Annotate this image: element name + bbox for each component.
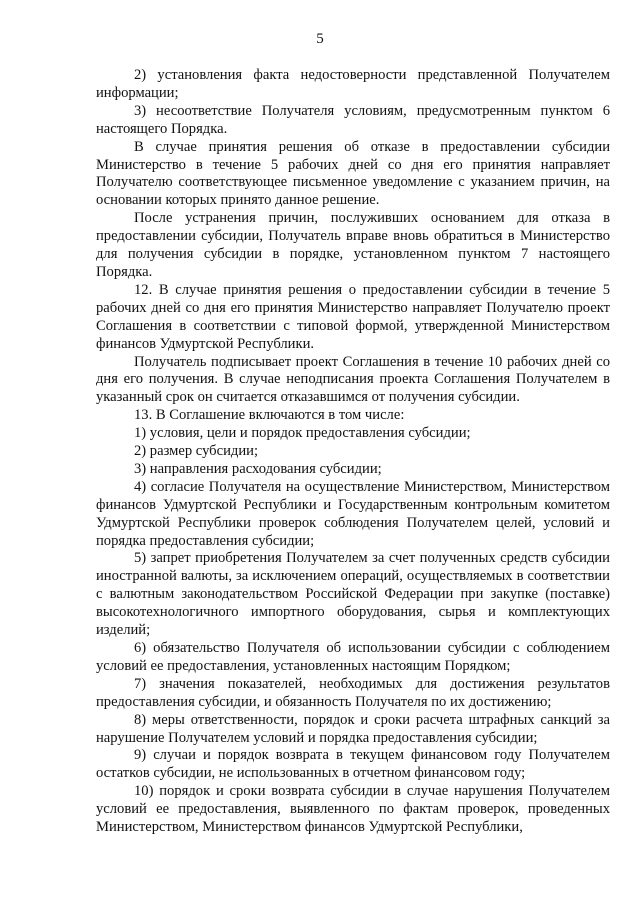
paragraph-item-2: 2) установления факта недостоверности представленной Получателем информации; [96,67,610,101]
page-number: 5 [316,31,324,47]
paragraph-item-3: 3) несоответствие Получателя условиям, предусмотренным пунктом 6 настоящего Порядка. [96,102,610,137]
paragraph-clause-13: 13. В Соглашение включаются в том числе: [134,407,405,424]
list-item-9: 9) случаи и порядок возврата в текущем финансовом году Получателем остатков субсидии, не использованных в отчетном финансовом году; [96,747,610,782]
list-item-5: 5) запрет приобретения Получателем за счет полученных средств субсидии иностранной валюты, за исключением операций, осуществляемых в соответствии с валютным законодательством Российской Федерации при закупке (поставке) высокотехнологичного импортного оборудования, сырья и комплектующих изделий; [96,550,610,639]
body-text [96,67,610,837]
list-item-6: 6) обязательство Получателя об использовании субсидии с соблюдением условий ее предоставления, установленных настоящим Порядком; [96,640,610,674]
list-item-8: 8) меры ответственности, порядок и сроки расчета штрафных санкций за нарушение Получателем условий и порядка предоставления субсидии; [96,711,610,746]
paragraph-signing: Получатель подписывает проект Соглашения в течение 10 рабочих дней со дня его получения. В случае неподписания проекта Соглашения Получателем в указанный срок он считается отказавшимся от получения субсидии. [96,353,610,406]
list-item-3: 3) направления расходования субсидии; [134,460,382,477]
list-item-7: 7) значения показателей, необходимых для достижения результатов предоставления субсидии, и обязанность Получателя по их достижению; [96,675,610,710]
paragraph-refusal-notice: В случае принятия решения об отказе в предоставлении субсидии Министерство в течение 5 рабочих дней со дня его принятия направляет Получателю соответствующее письменное уведомление с указанием причин, на основании которых принято данное решение. [96,138,610,209]
paragraph-clause-12: 12. В случае принятия решения о предоставлении субсидии в течение 5 рабочих дней со дня его принятия Министерство направляет Получателю проект Соглашения в соответствии с типовой формой, утвержденной Министерством финансов Удмуртской Республики. [96,281,610,352]
list-item-10: 10) порядок и сроки возврата субсидии в случае нарушения Получателем условий ее предоставления, выявленного по фактам проверок, проведенных Министерством, Министерством финансов Удмуртской Республики, [96,783,610,836]
list-item-2: 2) размер субсидии; [134,443,258,460]
list-item-4: 4) согласие Получателя на осуществление Министерством, Министерством финансов Удмуртской Республики и Государственным контрольным комитетом Удмуртской Республики проверок соблюдения Получателем целей, условий и порядка предоставления субсидии; [96,478,610,549]
list-item-1: 1) условия, цели и порядок предоставления субсидии; [134,425,471,442]
paragraph-reapply: После устранения причин, послуживших основанием для отказа в предоставлении субсидии, Получатель вправе вновь обратиться в Министерство для получения субсидии в порядке, установленном пунктом 7 настоящего Порядка. [96,210,610,280]
